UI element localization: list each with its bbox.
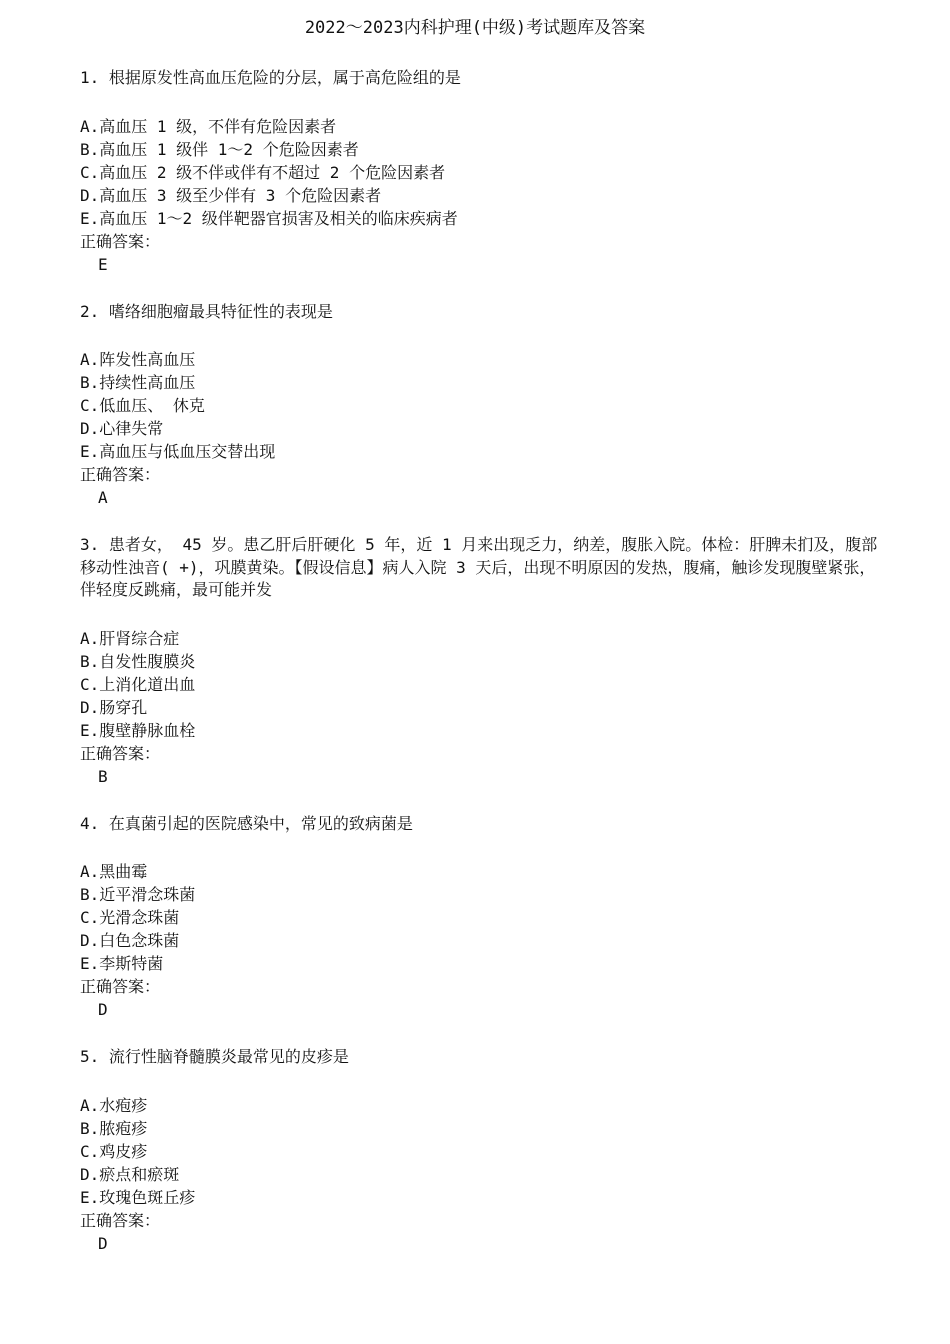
option-d: D.肠穿孔 bbox=[80, 697, 148, 717]
option-a: A.肝肾综合症 bbox=[80, 628, 180, 648]
option-a: A.阵发性高血压 bbox=[80, 350, 196, 369]
question-stem: 5. 流行性脑脊髓膜炎最常见的皮疹是 bbox=[80, 1047, 349, 1066]
option-b: B.脓疱疹 bbox=[80, 1118, 148, 1138]
option-d: D.高血压 3 级至少伴有 3 个危险因素者 bbox=[80, 185, 382, 205]
option-b: B.近平滑念珠菌 bbox=[80, 885, 196, 904]
question-4 bbox=[80, 813, 880, 1022]
option-b: B.持续性高血压 bbox=[80, 373, 196, 392]
answer-value: D bbox=[98, 1000, 108, 1019]
answer-value: D bbox=[98, 1233, 108, 1253]
question-stem: 1. 根据原发性高血压危险的分层，属于高危险组的是 bbox=[80, 68, 461, 87]
question-2 bbox=[80, 301, 880, 510]
option-d: D.瘀点和瘀斑 bbox=[80, 1164, 180, 1184]
option-c: C.高血压 2 级不伴或伴有不超过 2 个危险因素者 bbox=[80, 162, 446, 182]
option-a: A.黑曲霉 bbox=[80, 862, 148, 881]
question-stem: 2. 嗜络细胞瘤最具特征性的表现是 bbox=[80, 301, 333, 321]
question-3 bbox=[80, 534, 880, 788]
answer-value: A bbox=[98, 488, 108, 507]
option-c: C.低血压、 休克 bbox=[80, 396, 205, 415]
option-c: C.光滑念珠菌 bbox=[80, 908, 180, 927]
answer-value: B bbox=[98, 766, 108, 786]
question-stem: 3. 患者女， 45 岁。患乙肝后肝硬化 5 年，近 1 月来出现乏力，纳差，腹胀入院。体检：肝脾未扪及，腹部移动性浊音( +)，巩膜黄染。【假设信息】病人入院 3 天后，出现不明原因的发热，腹痛，触诊发现腹壁紧张，伴轻度反跳痛，最可能并发 bbox=[80, 535, 878, 599]
option-b: B.自发性腹膜炎 bbox=[80, 651, 196, 671]
question-1 bbox=[80, 67, 880, 276]
option-c: C.鸡皮疹 bbox=[80, 1141, 148, 1161]
answer-label: 正确答案： bbox=[80, 465, 161, 484]
answer-label: 正确答案： bbox=[80, 1210, 161, 1230]
question-5 bbox=[80, 1046, 880, 1255]
option-e: E.高血压与低血压交替出现 bbox=[80, 442, 276, 461]
page-title: 2022～2023内科护理(中级)考试题库及答案 bbox=[304, 18, 646, 38]
option-e: E.李斯特菌 bbox=[80, 954, 164, 973]
answer-value: E bbox=[98, 254, 108, 274]
answer-label: 正确答案： bbox=[80, 231, 161, 251]
option-c: C.上消化道出血 bbox=[80, 674, 196, 694]
question-stem: 4. 在真菌引起的医院感染中，常见的致病菌是 bbox=[80, 813, 413, 833]
option-e: E.高血压 1～2 级伴靶器官损害及相关的临床疾病者 bbox=[80, 208, 458, 228]
option-e: E.玫瑰色斑丘疹 bbox=[80, 1187, 196, 1207]
option-b: B.高血压 1 级伴 1～2 个危险因素者 bbox=[80, 139, 359, 159]
option-a: A.高血压 1 级，不伴有危险因素者 bbox=[80, 116, 337, 136]
option-e: E.腹壁静脉血栓 bbox=[80, 720, 196, 740]
answer-label: 正确答案： bbox=[80, 743, 161, 763]
question-list bbox=[80, 67, 880, 1280]
option-d: D.心律失常 bbox=[80, 419, 164, 438]
option-d: D.白色念珠菌 bbox=[80, 931, 180, 950]
answer-label: 正确答案： bbox=[80, 977, 161, 996]
option-a: A.水疱疹 bbox=[80, 1095, 148, 1115]
